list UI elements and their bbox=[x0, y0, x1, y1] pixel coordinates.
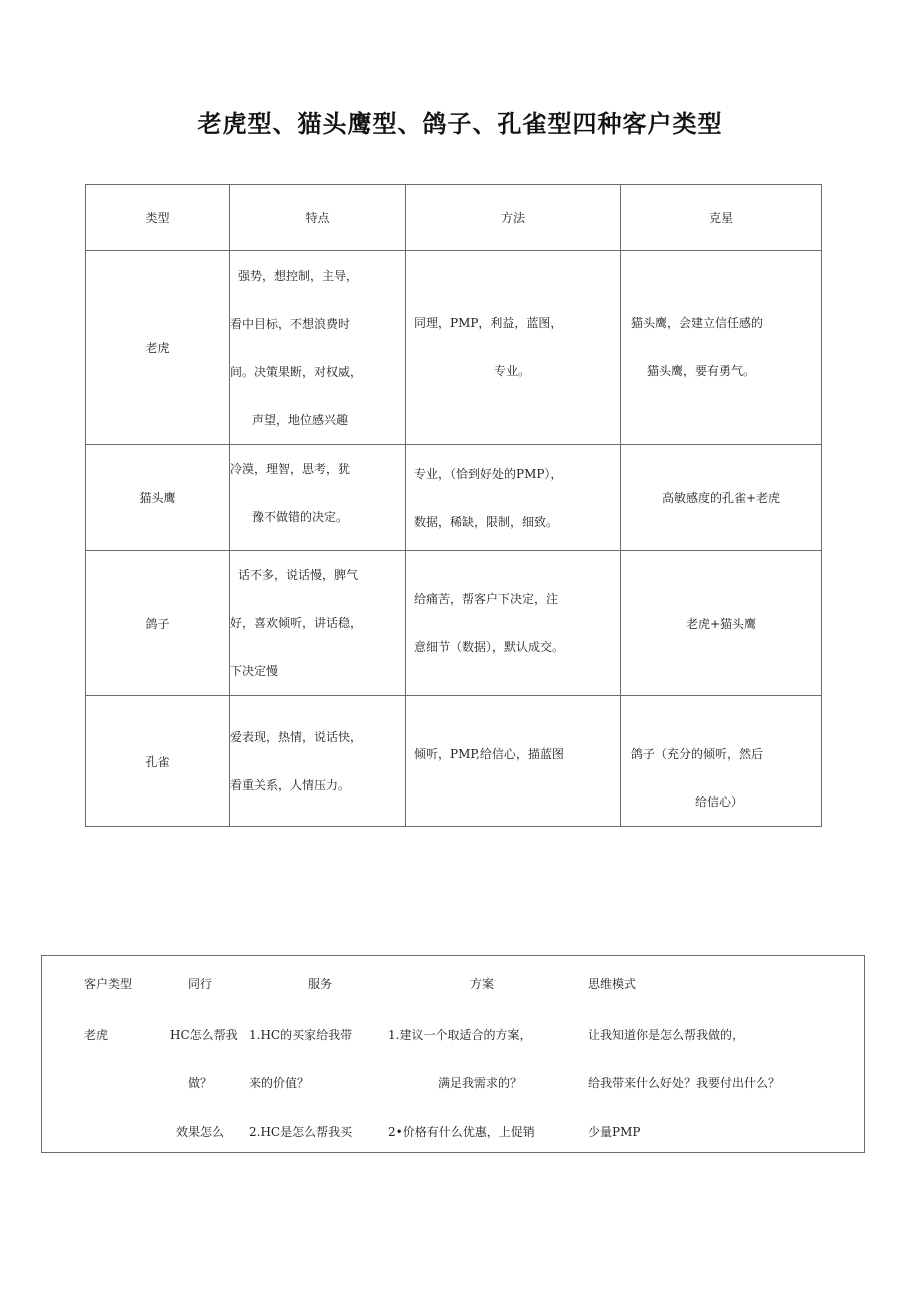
type-cell: 猫头鹰 bbox=[86, 445, 230, 551]
nemesis-line: 猫头鹰，要有勇气。 bbox=[647, 364, 756, 378]
traits-line: 话不多，说话慢，脾气 bbox=[238, 568, 359, 582]
nemesis-cell: 老虎+猫头鹰 bbox=[621, 551, 822, 696]
methods-line: 意细节（数据），默认成交。 bbox=[414, 640, 565, 654]
service-line: 来的价值？ bbox=[249, 1076, 310, 1090]
header-type: 类型 bbox=[86, 185, 230, 251]
header-mindset: 思维模式 bbox=[588, 977, 637, 991]
methods-line: 倾听，PMP,给信心，描蓝图 bbox=[414, 747, 564, 761]
service-line: 2.HC是怎么帮我买 bbox=[249, 1125, 353, 1139]
nemesis-line: 给信心） bbox=[695, 795, 744, 809]
table-row-owl bbox=[86, 445, 822, 551]
header-nemesis: 克星 bbox=[621, 185, 822, 251]
traits-line: 看重关系，人情压力。 bbox=[230, 778, 351, 792]
traits-line: 爱表现，热情，说话快， bbox=[230, 730, 363, 744]
mindset-line: 让我知道你是怎么帮我做的， bbox=[588, 1028, 745, 1042]
table-row-tiger bbox=[86, 251, 822, 445]
service-line: 1.HC的买家给我带 bbox=[249, 1028, 353, 1042]
traits-line: 下决定慢 bbox=[230, 664, 279, 678]
traits-line: 强势，想控制，主导， bbox=[238, 268, 359, 283]
traits-line: 好，喜欢倾听，讲话稳， bbox=[230, 616, 363, 630]
plan-line: 1.建议一个取适合的方案， bbox=[388, 1028, 532, 1042]
traits-line: 声望，地位感兴趣 bbox=[252, 412, 349, 427]
methods-line: 数据，稀缺，限制，细致。 bbox=[414, 514, 559, 529]
mindset-line: 少量PMP bbox=[588, 1125, 641, 1139]
traits-line: 冷漠，理智，思考，犹 bbox=[230, 462, 351, 476]
type-cell: 鸽子 bbox=[86, 551, 230, 696]
customer-type-table bbox=[85, 184, 822, 827]
nemesis-line: 猫头鹰，会建立信任感的 bbox=[631, 316, 764, 330]
header-peer: 同行 bbox=[188, 977, 213, 991]
header-customer-type: 客户类型 bbox=[84, 977, 133, 991]
methods-line: 同理，PMP，利益，蓝图， bbox=[414, 316, 563, 330]
methods-cell bbox=[406, 696, 621, 827]
nemesis-cell bbox=[621, 696, 822, 827]
table-row-dove bbox=[86, 551, 822, 696]
methods-line: 专业。 bbox=[494, 364, 531, 378]
methods-cell bbox=[406, 551, 621, 696]
header-service: 服务 bbox=[308, 977, 333, 991]
peer-line: 做？ bbox=[188, 1076, 213, 1090]
plan-line: 满足我需求的？ bbox=[438, 1076, 523, 1090]
mindset-line: 给我带来什么好处？我要付出什么？ bbox=[588, 1076, 781, 1090]
customer-type-cell: 老虎 bbox=[84, 1028, 109, 1042]
service-strategy-table bbox=[41, 955, 865, 1153]
peer-line: 效果怎么 bbox=[176, 1125, 225, 1139]
traits-cell bbox=[230, 251, 406, 445]
header-plan: 方案 bbox=[470, 977, 495, 991]
traits-line: 豫不做错的决定。 bbox=[252, 510, 349, 524]
plan-line: 2•价格有什么优惠，上促销 bbox=[388, 1125, 535, 1139]
nemesis-line: 鸽子（充分的倾听，然后 bbox=[631, 747, 764, 761]
methods-cell bbox=[406, 251, 621, 445]
table-row-peacock bbox=[86, 696, 822, 827]
peer-line: HC怎么帮我 bbox=[170, 1028, 238, 1042]
type-cell: 老虎 bbox=[86, 251, 230, 445]
nemesis-cell: 高敏感度的孔雀+老虎 bbox=[621, 445, 822, 551]
type-cell: 孔雀 bbox=[86, 696, 230, 827]
methods-line: 专业，（恰到好处的PMP）， bbox=[414, 466, 563, 481]
page-title: 老虎型、猫头鹰型、鸽子、孔雀型四种客户类型 bbox=[197, 110, 723, 138]
traits-cell bbox=[230, 696, 406, 827]
nemesis-cell bbox=[621, 251, 822, 445]
table-header-row bbox=[86, 185, 822, 251]
traits-line: 看中目标，不想浪费时 bbox=[230, 316, 351, 331]
methods-line: 给痛苦，帮客户下决定，注 bbox=[414, 592, 559, 606]
header-methods: 方法 bbox=[406, 185, 621, 251]
traits-cell bbox=[230, 551, 406, 696]
header-traits: 特点 bbox=[230, 185, 406, 251]
methods-cell bbox=[406, 445, 621, 551]
traits-cell bbox=[230, 445, 406, 551]
traits-line: 间。决策果断，对权威， bbox=[230, 364, 363, 379]
